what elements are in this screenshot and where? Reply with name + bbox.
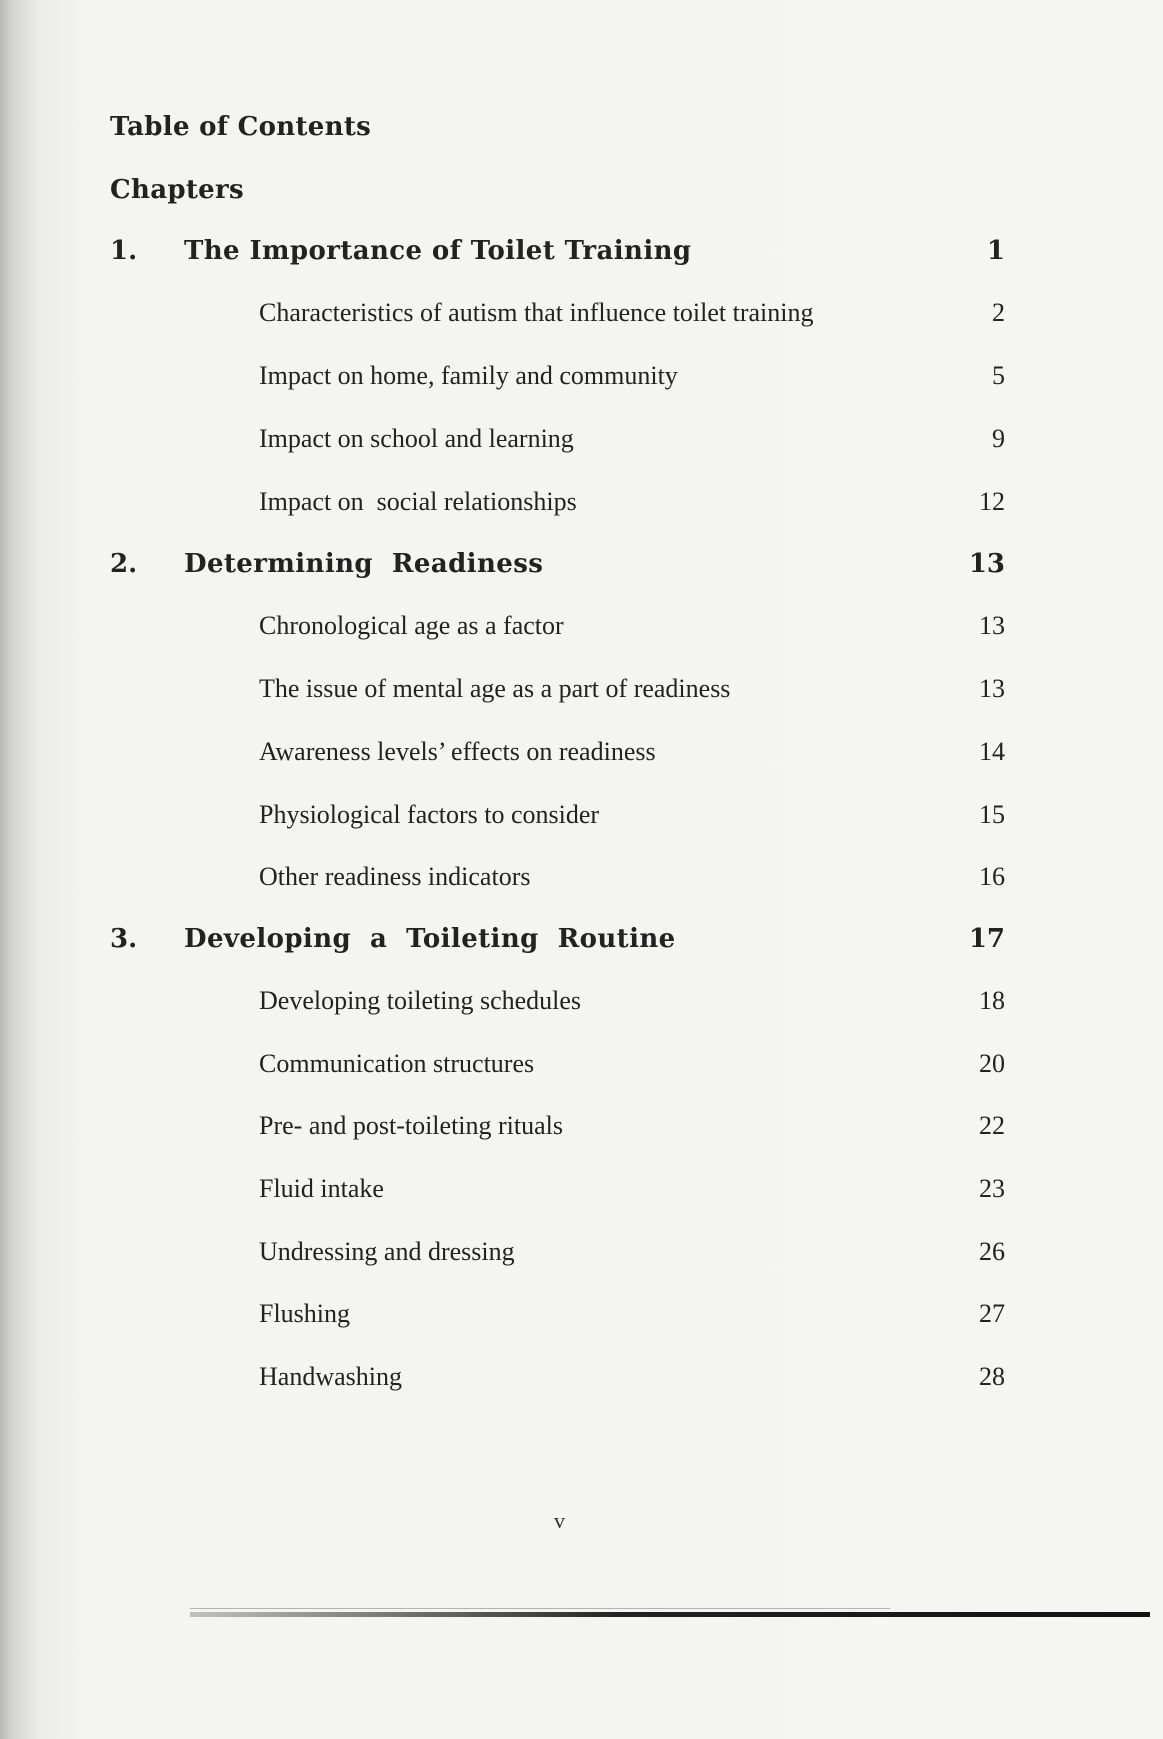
section-title: Impact on social relationships <box>259 487 577 516</box>
chapter-number: 2. <box>110 549 138 579</box>
chapter-page-number: 17 <box>968 924 1005 954</box>
section-title: Developing toileting schedules <box>259 986 582 1015</box>
section-title: Chronological age as a factor <box>259 611 564 640</box>
page-folio: v <box>554 1508 565 1533</box>
chapter-title: The Importance of Toilet Training <box>184 236 692 266</box>
section-page-number: 18 <box>979 986 1005 1015</box>
chapter-page-number: 1 <box>986 236 1005 266</box>
chapter-number: 3. <box>110 924 138 954</box>
section-title: Other readiness indicators <box>259 862 531 891</box>
footer-rule <box>190 1612 1150 1617</box>
section-page-number: 20 <box>979 1049 1005 1078</box>
section-title: Pre- and post-toileting rituals <box>259 1111 564 1140</box>
section-page-number: 14 <box>979 737 1005 766</box>
toc-heading: Table of Contents <box>110 112 372 142</box>
chapter-title: Determining Readiness <box>184 549 544 579</box>
section-title: Physiological factors to consider <box>259 800 600 829</box>
section-page-number: 13 <box>979 611 1005 640</box>
chapter-page-number: 13 <box>968 549 1005 579</box>
section-title: Impact on school and learning <box>259 424 574 453</box>
section-title: Communication structures <box>259 1049 535 1078</box>
section-page-number: 5 <box>992 361 1005 390</box>
section-page-number: 12 <box>979 487 1005 516</box>
section-page-number: 15 <box>979 800 1005 829</box>
section-title: Characteristics of autism that influence toilet training <box>259 298 814 327</box>
section-title: Impact on home, family and community <box>259 361 678 390</box>
section-page-number: 28 <box>979 1362 1005 1391</box>
section-title: Fluid intake <box>259 1174 384 1203</box>
section-page-number: 22 <box>979 1111 1005 1140</box>
footer-rule-thin <box>190 1608 890 1609</box>
section-page-number: 2 <box>992 298 1005 327</box>
section-title: Undressing and dressing <box>259 1237 515 1266</box>
chapter-number: 1. <box>110 236 138 266</box>
chapter-title: Developing a Toileting Routine <box>184 924 676 954</box>
chapters-subheading: Chapters <box>110 175 244 205</box>
section-title: The issue of mental age as a part of readiness <box>259 674 731 703</box>
section-title: Awareness levels’ effects on readiness <box>259 737 656 766</box>
section-title: Flushing <box>259 1299 351 1328</box>
section-page-number: 26 <box>979 1237 1005 1266</box>
section-title: Handwashing <box>259 1362 402 1391</box>
section-page-number: 23 <box>979 1174 1005 1203</box>
section-page-number: 13 <box>979 674 1005 703</box>
section-page-number: 27 <box>979 1299 1005 1328</box>
section-page-number: 9 <box>992 424 1005 453</box>
section-page-number: 16 <box>979 862 1005 891</box>
